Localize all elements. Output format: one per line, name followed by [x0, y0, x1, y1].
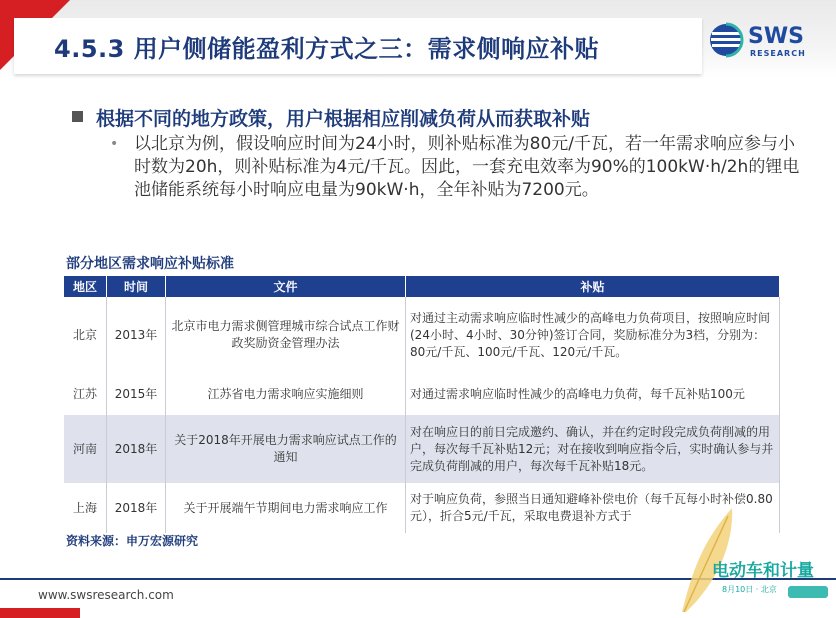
table-row	[64, 297, 780, 373]
header-year: 时间	[107, 276, 166, 297]
header-region: 地区	[64, 276, 107, 297]
table-header-row	[64, 276, 780, 297]
table-row	[64, 415, 780, 483]
footer-red-accent	[0, 608, 80, 618]
headline: 根据不同的地方政策，用户根据相应削减负荷从而获取补贴	[96, 108, 591, 130]
bullet-paragraph: 以北京为例，假设响应时间为24小时，则补贴标准为80元/千瓦，若一年需求响应参与小时数为20h，则补贴标准为4元/千瓦。因此，一套充电效率为90%的100kW·h/2h的锂电池储能系统每小时响应电量为90kW·h，全年补贴为7200元。	[134, 134, 800, 200]
cell-year: 2018年	[107, 483, 166, 533]
cell-subsidy: 对通过需求响应临时性减少的高峰电力负荷，每千瓦补贴100元	[406, 373, 780, 415]
cell-year: 2015年	[107, 373, 166, 415]
header-subsidy: 补贴	[406, 276, 780, 297]
cell-region: 北京	[64, 297, 107, 373]
cell-region: 江苏	[64, 373, 107, 415]
cell-document: 关于2018年开展电力需求响应试点工作的通知	[166, 415, 406, 483]
sws-globe-icon	[708, 22, 744, 58]
header-document: 文件	[166, 276, 406, 297]
footer-url[interactable]: www.swsresearch.com	[38, 588, 174, 602]
cell-subsidy: 对于响应负荷，参照当日通知避峰补偿电价（每千瓦每小时补偿0.80元），折合5元/千瓦，采取电费退补方式于	[406, 483, 780, 533]
cell-document: 关于开展端午节期间电力需求响应工作	[166, 483, 406, 533]
square-bullet-icon	[72, 111, 83, 122]
watermark-badge	[788, 586, 828, 598]
watermark-title: 电动车和计量	[712, 561, 814, 581]
cell-region: 上海	[64, 483, 107, 533]
cell-region: 河南	[64, 415, 107, 483]
cell-year: 2018年	[107, 415, 166, 483]
cell-document: 北京市电力需求侧管理城市综合试点工作财政奖励资金管理办法	[166, 297, 406, 373]
cell-document: 江苏省电力需求响应实施细则	[166, 373, 406, 415]
page-title: 4.5.3 用户侧储能盈利方式之三：需求侧响应补贴	[54, 35, 600, 63]
watermark-subtitle: 8月10日 · 北京	[722, 585, 777, 594]
cell-year: 2013年	[107, 297, 166, 373]
logo-text: SWS	[748, 24, 804, 49]
dot-bullet-icon: •	[110, 136, 119, 152]
cell-subsidy: 对在响应日的前日完成邀约、确认，并在约定时段完成负荷削减的用户，每次每千瓦补贴12元；对在接收到响应指令后，实时确认参与并完成负荷削减的用户，每次每千瓦补贴18元。	[406, 415, 780, 483]
sws-logo	[708, 22, 826, 66]
source-note: 资料来源：申万宏源研究	[66, 534, 199, 548]
cell-subsidy: 对通过主动需求响应临时性减少的高峰电力负荷项目，按照响应时间(24小时、4小时、30分钟)签订合同，奖励标准分为3档，分别为：80元/千瓦、100元/千瓦、120元/千瓦。	[406, 297, 780, 373]
logo-subtext: RESEARCH	[750, 49, 806, 58]
table-row	[64, 373, 780, 415]
table-title: 部分地区需求响应补贴标准	[66, 256, 234, 272]
subsidy-table	[64, 276, 780, 533]
